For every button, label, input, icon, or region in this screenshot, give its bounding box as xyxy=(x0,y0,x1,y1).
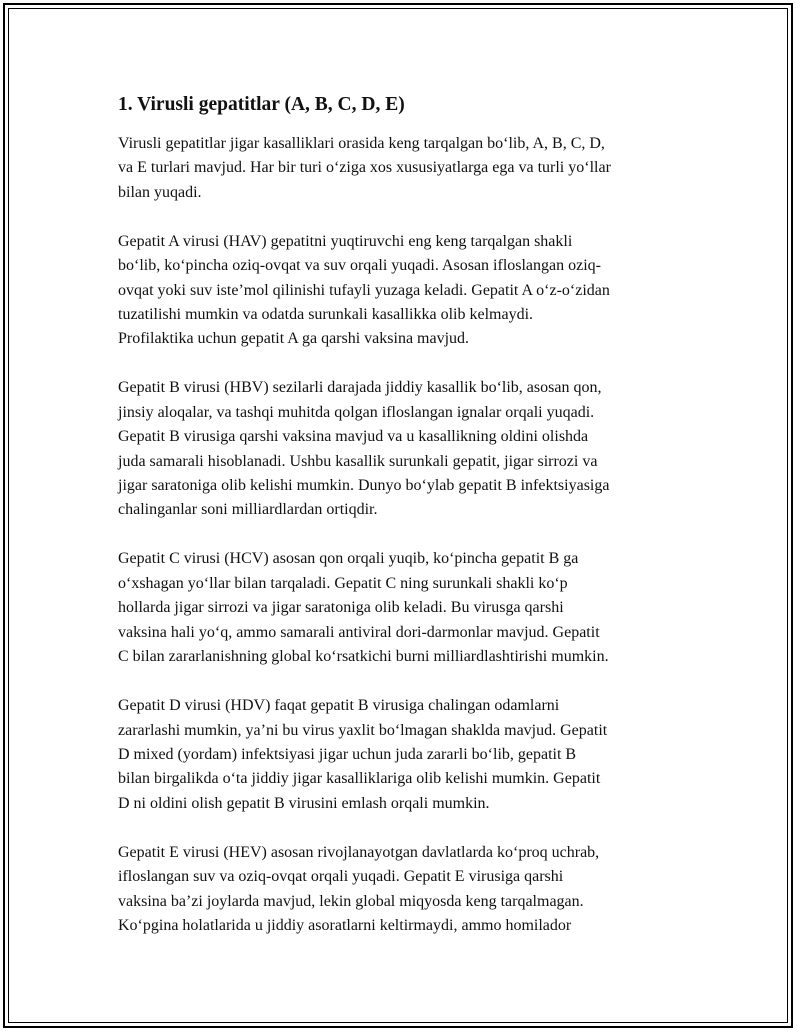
text-line: ovqat yoki suv isteʼmol qilinishi tufayli yuzaga keladi. Gepatit A oʻz-oʻzidan xyxy=(118,281,610,299)
text-line: Gepatit B virusi (HBV) sezilarli darajada jiddiy kasallik boʻlib, asosan qon, xyxy=(118,379,602,397)
text-line: jigar saratoniga olib kelishi mumkin. Dunyo boʻylab gepatit B infektsiyasiga xyxy=(118,477,610,495)
text-line: vaksina baʼzi joylarda mavjud, lekin global miqyosda keng tarqalmagan. xyxy=(118,892,584,910)
paragraph-intro xyxy=(118,132,698,205)
paragraph-hepatitis-c xyxy=(118,547,698,669)
text-line: ifloslangan suv va oziq-ovqat orqali yuqadi. Gepatit E virusiga qarshi xyxy=(118,868,564,886)
text-line: Gepatit C virusi (HCV) asosan qon orqali yuqib, koʻpincha gepatit B ga xyxy=(118,550,579,568)
text-line: oʻxshagan yoʻllar bilan tarqaladi. Gepatit C ning surunkali shakli koʻp xyxy=(118,574,568,592)
text-line: Gepatit B virusiga qarshi vaksina mavjud va u kasallikning oldini olishda xyxy=(118,428,589,446)
document-body xyxy=(118,92,698,963)
text-line: D mixed (yordam) infektsiyasi jigar uchun juda zararli boʻlib, gepatit B xyxy=(118,745,577,763)
text-line: Gepatit D virusi (HDV) faqat gepatit B virusiga chalingan odamlarni xyxy=(118,697,560,715)
paragraph-hepatitis-b xyxy=(118,376,698,522)
paragraph-hepatitis-e xyxy=(118,841,698,939)
text-line: bilan birgalikda oʻta jiddiy jigar kasalliklariga olib kelishi mumkin. Gepatit xyxy=(118,770,601,788)
paragraph-hepatitis-a xyxy=(118,230,698,352)
text-line: Profilaktika uchun gepatit A ga qarshi vaksina mavjud. xyxy=(118,330,470,348)
text-line: jinsiy aloqalar, va tashqi muhitda qolgan ifloslangan ignalar orqali yuqadi. xyxy=(118,403,595,421)
text-line: zararlashi mumkin, yaʼni bu virus yaxlit boʻlmagan shaklda mavjud. Gepatit xyxy=(118,721,608,739)
text-line: juda samarali hisoblanadi. Ushbu kasallik surunkali gepatit, jigar sirrozi va xyxy=(118,452,598,470)
text-line: chalinganlar soni milliardlardan ortiqdir. xyxy=(118,501,378,519)
text-line: Koʻpgina holatlarida u jiddiy asoratlarni keltirmaydi, ammo homilador xyxy=(118,916,572,934)
text-line: tuzatilishi mumkin va odatda surunkali kasallikka olib kelmaydi. xyxy=(118,306,534,324)
text-line: Virusli gepatitlar jigar kasalliklari orasida keng tarqalgan boʻlib, A, B, C, D, xyxy=(118,135,605,152)
text-line: va E turlari mavjud. Har bir turi oʻziga xos xususiyatlarga ega va turli yoʻllar xyxy=(118,159,611,177)
text-line: hollarda jigar sirrozi va jigar saratoniga olib keladi. Bu virusga qarshi xyxy=(118,599,564,617)
text-line: C bilan zararlanishning global koʻrsatkichi burni milliardlashtirishi mumkin. xyxy=(118,648,609,666)
text-line: boʻlib, koʻpincha oziq-ovqat va suv orqali yuqadi. Asosan ifloslangan oziq- xyxy=(118,257,602,275)
paragraph-hepatitis-d xyxy=(118,694,698,816)
section-heading: 1. Virusli gepatitlar (A, B, C, D, E) xyxy=(118,94,405,115)
text-line: Gepatit A virusi (HAV) gepatitni yuqtiruvchi eng keng tarqalgan shakli xyxy=(118,232,573,250)
text-line: vaksina hali yoʻq, ammo samarali antiviral dori-darmonlar mavjud. Gepatit xyxy=(118,623,600,641)
text-line: D ni oldini olish gepatit B virusini emlash orqali mumkin. xyxy=(118,794,490,812)
text-line: bilan yuqadi. xyxy=(118,183,202,201)
text-line: Gepatit E virusi (HEV) asosan rivojlanayotgan davlatlarda koʻproq uchrab, xyxy=(118,843,600,861)
